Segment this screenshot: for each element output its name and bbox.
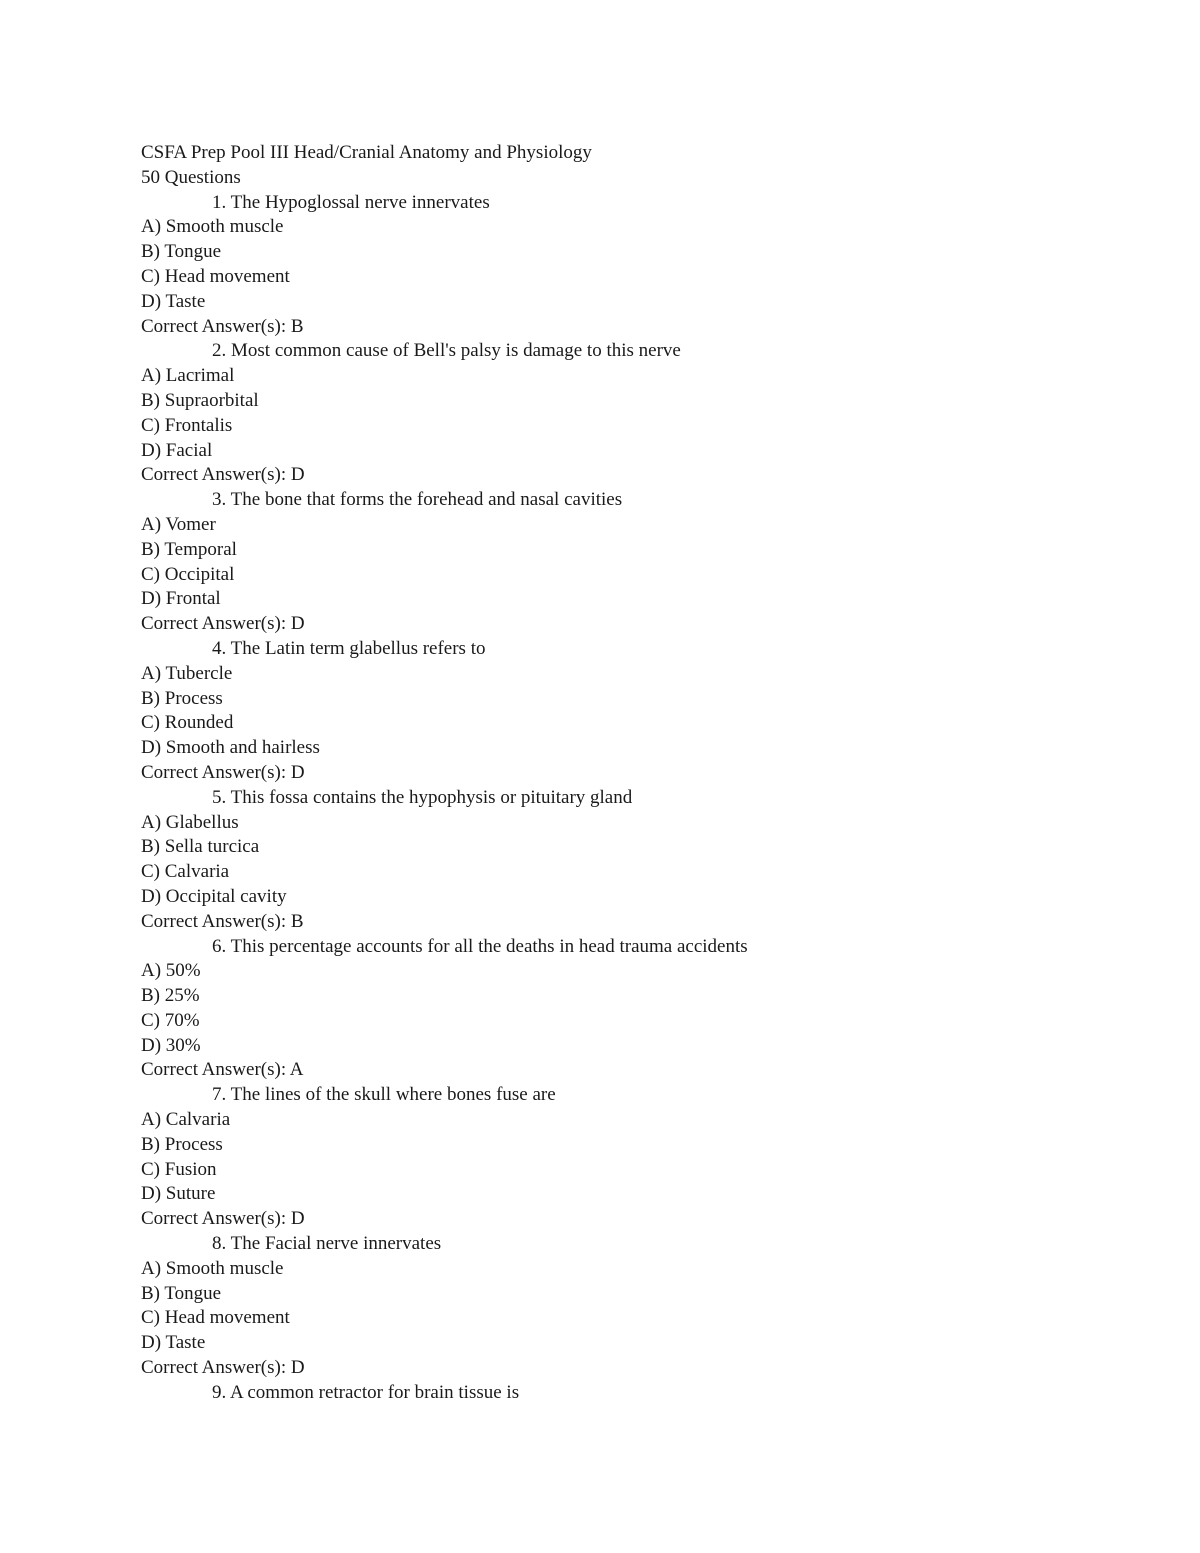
answer-option: B) 25% bbox=[141, 985, 200, 1007]
correct-answer: Correct Answer(s): D bbox=[141, 1208, 305, 1230]
correct-answer: Correct Answer(s): D bbox=[141, 761, 305, 783]
answer-option: B) Process bbox=[141, 687, 223, 709]
correct-answer: Correct Answer(s): D bbox=[141, 1357, 305, 1379]
answer-option: C) Head movement bbox=[141, 1307, 290, 1329]
answer-option: C) Occipital bbox=[141, 563, 235, 585]
question-block-5 bbox=[141, 786, 1121, 935]
answer-option: B) Supraorbital bbox=[141, 389, 259, 411]
answer-option: B) Process bbox=[141, 1133, 223, 1155]
answer-option: D) 30% bbox=[141, 1034, 201, 1056]
answer-option: D) Smooth and hairless bbox=[141, 737, 320, 759]
answer-option: C) Rounded bbox=[141, 712, 234, 734]
question-block-9 bbox=[141, 1381, 1121, 1406]
question-block-4 bbox=[141, 637, 1121, 786]
question-text: 7. The lines of the skull where bones fuse are bbox=[212, 1084, 556, 1106]
question-text: 5. This fossa contains the hypophysis or pituitary gland bbox=[212, 786, 633, 808]
answer-option: C) Fusion bbox=[141, 1158, 217, 1180]
question-block-7 bbox=[141, 1083, 1121, 1232]
question-block-6 bbox=[141, 935, 1121, 1084]
document-page bbox=[141, 141, 1121, 1406]
answer-option: A) Smooth muscle bbox=[141, 1257, 284, 1279]
answer-option: C) Head movement bbox=[141, 265, 290, 287]
answer-option: D) Frontal bbox=[141, 588, 221, 610]
question-block-2 bbox=[141, 339, 1121, 488]
correct-answer: Correct Answer(s): D bbox=[141, 613, 305, 635]
question-text: 9. A common retractor for brain tissue is bbox=[212, 1381, 520, 1403]
answer-option: C) Frontalis bbox=[141, 414, 233, 436]
correct-answer: Correct Answer(s): B bbox=[141, 910, 304, 932]
answer-option: D) Suture bbox=[141, 1183, 216, 1205]
answer-option: A) Calvaria bbox=[141, 1109, 231, 1131]
document-title: CSFA Prep Pool III Head/Cranial Anatomy and Physiology bbox=[141, 142, 592, 163]
answer-option: A) Glabellus bbox=[141, 811, 239, 833]
question-text: 4. The Latin term glabellus refers to bbox=[212, 637, 486, 659]
answer-option: B) Tongue bbox=[141, 241, 222, 263]
answer-option: A) Lacrimal bbox=[141, 365, 235, 387]
answer-option: B) Tongue bbox=[141, 1282, 222, 1304]
question-text: 3. The bone that forms the forehead and nasal cavities bbox=[212, 489, 623, 511]
answer-option: B) Sella turcica bbox=[141, 836, 260, 858]
answer-option: A) 50% bbox=[141, 960, 201, 982]
answer-option: D) Taste bbox=[141, 1332, 206, 1354]
question-block-8 bbox=[141, 1232, 1121, 1381]
question-text: 2. Most common cause of Bell's palsy is damage to this nerve bbox=[212, 340, 681, 362]
answer-option: A) Vomer bbox=[141, 513, 216, 535]
question-text: 1. The Hypoglossal nerve innervates bbox=[212, 191, 490, 213]
question-text: 6. This percentage accounts for all the deaths in head trauma accidents bbox=[212, 935, 748, 957]
question-text: 8. The Facial nerve innervates bbox=[212, 1233, 442, 1255]
answer-option: C) 70% bbox=[141, 1009, 200, 1031]
question-count: 50 Questions bbox=[141, 166, 241, 188]
question-block-3 bbox=[141, 488, 1121, 637]
answer-option: C) Calvaria bbox=[141, 861, 230, 883]
answer-option: A) Smooth muscle bbox=[141, 216, 284, 238]
answer-option: D) Taste bbox=[141, 290, 206, 312]
correct-answer: Correct Answer(s): D bbox=[141, 464, 305, 486]
answer-option: B) Temporal bbox=[141, 538, 237, 560]
correct-answer: Correct Answer(s): B bbox=[141, 315, 304, 337]
question-block-1 bbox=[141, 191, 1121, 340]
answer-option: D) Facial bbox=[141, 439, 213, 461]
correct-answer: Correct Answer(s): A bbox=[141, 1059, 304, 1081]
answer-option: D) Occipital cavity bbox=[141, 885, 287, 907]
answer-option: A) Tubercle bbox=[141, 662, 233, 684]
